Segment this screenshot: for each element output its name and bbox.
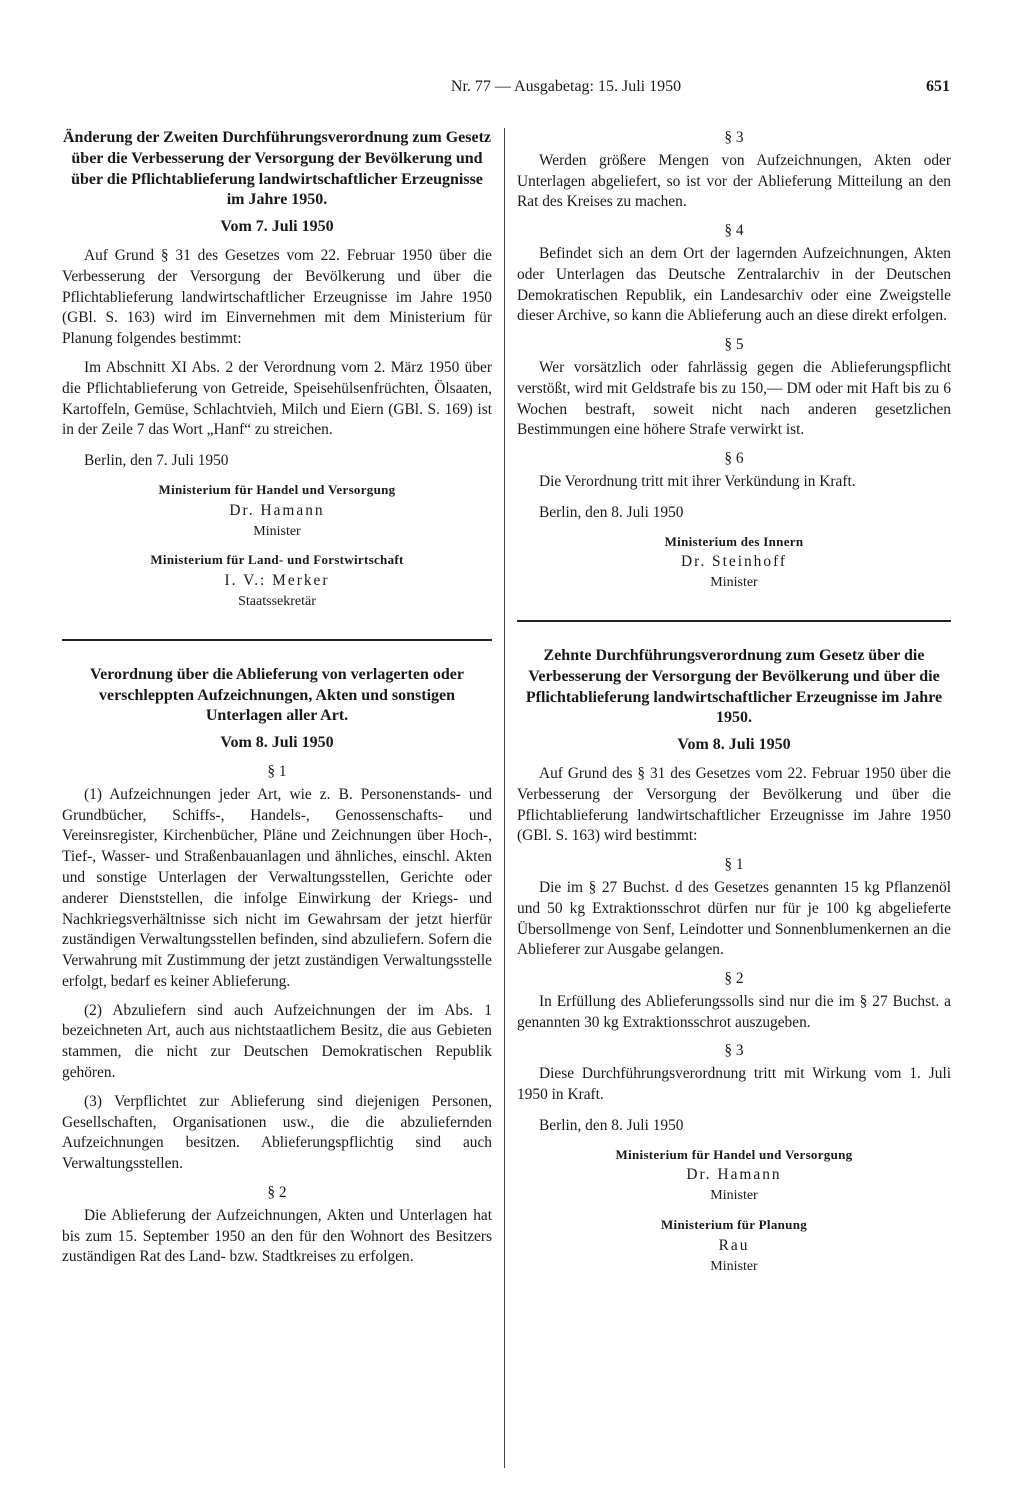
- signer-role: Minister: [710, 1188, 758, 1204]
- section-mark: § 2: [267, 1184, 287, 1202]
- column-divider: [504, 128, 505, 1468]
- ordinance-title: Änderung der Zweiten Durchführungsverordnung zum Gesetz über die Verbesserung der Versorgung der Bevölkerung und über die Pflichtablieferung landwirtschaftlicher Erzeugnisse im Jahre 1950.: [62, 129, 492, 209]
- ordinance-date: Vom 8. Juli 1950: [677, 736, 791, 754]
- issue-line: Nr. 77 — Ausgabetag: 15. Juli 1950: [450, 78, 682, 95]
- signer-name: Rau: [718, 1236, 750, 1254]
- ordinance-records: [62, 665, 492, 1269]
- paragraph: (3) Verpflichtet zur Ablieferung sind diejenigen Personen, Gesellschaften, Organisationen usw., die die abzuliefernden Aufzeichnungen besitzen. Ablieferungspflichtig sind auch Verwaltungsstellen.: [62, 1092, 492, 1173]
- ordinance-title: Verordnung über die Ablieferung von verlagerten oder verschleppten Aufzeichnungen, Akten und sonstigen Unterlagen aller Art.: [90, 665, 464, 725]
- signer-role: Minister: [710, 1258, 758, 1274]
- left-column: [62, 128, 492, 1276]
- section-mark: § 3: [724, 129, 744, 146]
- paragraph: (1) Aufzeichnungen jeder Art, wie z. B. Personenstands- und Grundbücher, Schiffs-, Handels-, Genossenschafts- und Vereinsregister, Kirchenbücher, Pläne und Zeichnungen über Hoch-, Tief-, Wasser- und Straßenbauanlagen und ähnliches, einschl. Akten und sonstige Unterlagen der Verwaltungsstellen, Gerichte oder anderer Dienststellen, die infolge Einwirkung der Kriegs- und Nachkriegsverhältnisse sich nicht im Gewahrsam der jetzt hierfür zuständigen Verwaltungsstellen befinden, sind abzuliefern. Sofern die Verwahrung mit Zustimmung der jetzt zuständigen Verwaltungsstelle erfolgt, bedarf es keiner Ablieferung.: [62, 785, 492, 990]
- place-date: Berlin, den 7. Juli 1950: [84, 452, 229, 470]
- paragraph: Diese Durchführungsverordnung tritt mit Wirkung vom 1. Juli 1950 in Kraft.: [517, 1065, 951, 1104]
- section-mark: § 1: [267, 762, 287, 780]
- ordinance-title: Zehnte Durchführungsverordnung zum Gesetz über die Verbesserung der Versorgung der Bevölkerung und über die Pflichtablieferung landwirtschaftlicher Erzeugnisse im Jahre 1950.: [525, 646, 943, 727]
- ministry-name: Ministerium für Handel und Versorgung: [158, 481, 396, 497]
- signer-role: Minister: [710, 575, 758, 591]
- section-mark: § 4: [724, 222, 744, 240]
- paragraph: Befindet sich an dem Ort der lagernden Aufzeichnungen, Akten oder Unterlagen das Deutsche Zentralarchiv in der Deutschen Demokratischen Republik, ein Landesarchiv oder eine Zweigstelle dieser Archive, so kann die Ablieferung auch an diese direkt erfolgen.: [517, 244, 951, 325]
- paragraph: Auf Grund des § 31 des Gesetzes vom 22. Februar 1950 über die Verbesserung der Versorgung der Bevölkerung und über die Pflichtablieferung landwirtschaftlicher Erzeugnisse im Jahre 1950 (GBl. S. 163) wird bestimmt:: [517, 764, 951, 845]
- section-mark: § 1: [724, 856, 744, 874]
- ministry-name: Ministerium des Innern: [664, 533, 804, 549]
- ministry-name: Ministerium für Planung: [660, 1217, 808, 1233]
- section-mark: § 2: [724, 970, 744, 988]
- page-header: [62, 78, 950, 100]
- paragraph: Auf Grund § 31 des Gesetzes vom 22. Februar 1950 über die Verbesserung der Versorgung der Bevölkerung und über die Pflichtablieferung landwirtschaftlicher Erzeugnisse im Jahre 1950 (GBl. S. 163) wird im Einvernehmen mit dem Ministerium für Planung folgendes bestimmt:: [62, 246, 492, 348]
- ordinance-tenth: [517, 646, 951, 1278]
- section-rule: [517, 620, 951, 622]
- signer-name: I. V.: Merker: [224, 572, 330, 590]
- signer-name: Dr. Hamann: [229, 501, 325, 519]
- page-number: 651: [926, 78, 950, 95]
- place-date: Berlin, den 8. Juli 1950: [539, 503, 684, 521]
- ministry-name: Ministerium für Handel und Versorgung: [615, 1146, 853, 1162]
- ministry-name: Ministerium für Land- und Forstwirtschaft: [150, 552, 404, 568]
- paragraph: Im Abschnitt XI Abs. 2 der Verordnung vom 2. März 1950 über die Pflichtablieferung von Getreide, Speisehülsenfrüchten, Ölsaaten, Kartoffeln, Gemüse, Schlachtvieh, Milch und Eiern (GBl. S. 169) ist in der Zeile 7 das Wort „Hanf“ zu streichen.: [62, 358, 492, 439]
- place-date: Berlin, den 8. Juli 1950: [539, 1116, 684, 1134]
- section-mark: § 3: [724, 1042, 744, 1060]
- paragraph: Die im § 27 Buchst. d des Gesetzes genannten 15 kg Pflanzenöl und 50 kg Extraktionsschrot dürfen nur für je 100 kg abgelieferte Übersollmenge von Senf, Leindotter und Sonnenblumenkernen an die Ablieferer zur Ausgabe gelangen.: [517, 878, 951, 959]
- paragraph: Wer vorsätzlich oder fahrlässig gegen die Ablieferungspflicht verstößt, wird mit Geldstrafe bis zu 150,— DM oder mit Haft bis zu 6 Wochen bestraft, soweit nicht nach anderen gesetzlichen Bestimmungen eine höhere Strafe verwirkt ist.: [517, 358, 951, 439]
- paragraph: (2) Abzuliefern sind auch Aufzeichnungen der im Abs. 1 bezeichneten Art, auch aus nichtstaatlichem Besitz, die aus Gebieten stammen, die nicht zur Deutschen Demokratischen Republik gehören.: [62, 1001, 492, 1082]
- ordinance-amendment: [62, 128, 492, 613]
- section-mark: § 6: [724, 450, 744, 468]
- ordinance-records-continued: [517, 128, 951, 594]
- paragraph: Die Ablieferung der Aufzeichnungen, Akten und Unterlagen hat bis zum 15. September 1950 an den für den Wohnort des Besitzers zuständigen Rat des Land- bzw. Stadtkreises zu erfolgen.: [62, 1206, 492, 1266]
- paragraph: Werden größere Mengen von Aufzeichnungen, Akten oder Unterlagen abgeliefert, so ist vor der Ablieferung Mitteilung an den Rat des Kreises zu machen.: [517, 151, 951, 211]
- section-rule: [62, 639, 492, 641]
- signer-name: Dr. Hamann: [686, 1166, 782, 1184]
- signer-name: Dr. Steinhoff: [680, 553, 788, 571]
- signer-role: Minister: [253, 523, 301, 539]
- paragraph: Die Verordnung tritt mit ihrer Verkündung in Kraft.: [539, 472, 856, 490]
- ordinance-date: Vom 7. Juli 1950: [220, 218, 334, 236]
- ordinance-date: Vom 8. Juli 1950: [220, 734, 334, 752]
- signer-role: Staatssekretär: [238, 593, 316, 609]
- right-column: [517, 128, 951, 1285]
- paragraph: In Erfüllung des Ablieferungssolls sind nur die im § 27 Buchst. a genannten 30 kg Extraktionsschrot auszugeben.: [517, 992, 951, 1031]
- section-mark: § 5: [724, 336, 744, 354]
